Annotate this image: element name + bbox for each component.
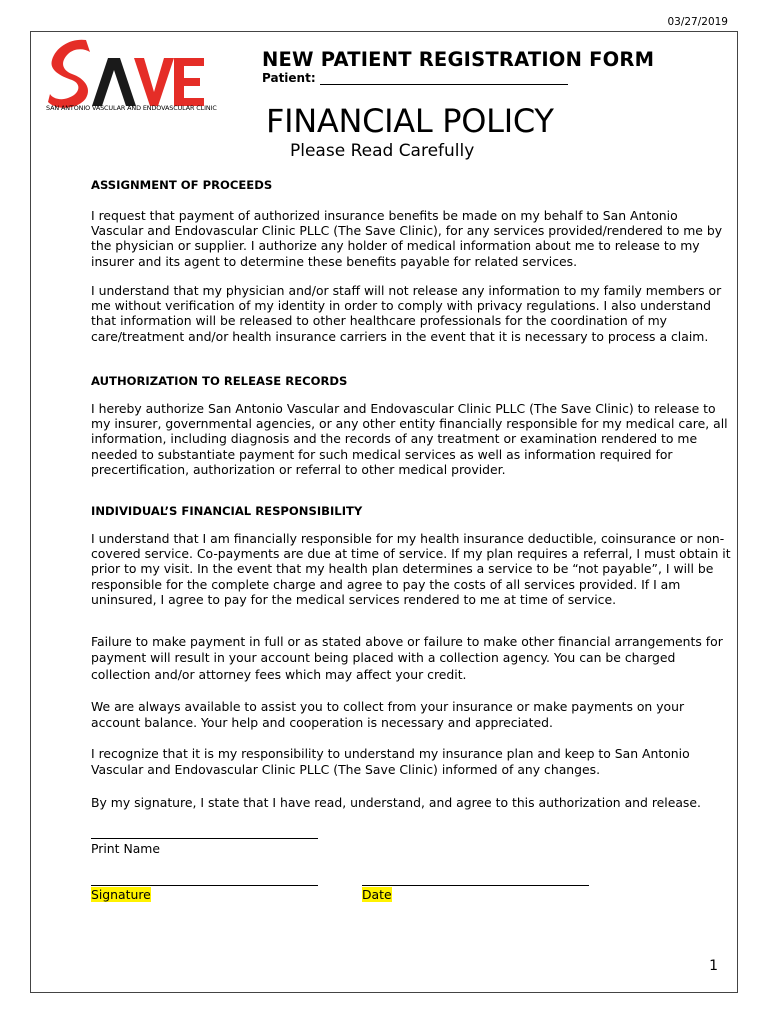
logo-swoosh bbox=[48, 40, 90, 108]
page-number: 1 bbox=[709, 958, 718, 974]
signature-line[interactable] bbox=[91, 885, 318, 886]
authorization-paragraph: I hereby authorize San Antonio Vascular and Endovascular Clinic PLLC (The Save Clinic) to release to my insurer, governmental agencies, or any other entity financially responsible for my medical care, all information, including diagnosis and the records of any treatment or examination rendered to me needed to substantiate payment for such medical services as well as information required for precertification, authorization or referral to other medical provider. bbox=[91, 401, 728, 477]
responsibility-paragraph-3: We are always available to assist you to collect from your insurance or make payments on your account balance. Your help and cooperation is necessary and appreciated. bbox=[91, 699, 685, 731]
logo-subtitle: SAN ANTONIO VASCULAR AND ENDOVASCULAR CLINIC bbox=[46, 104, 217, 112]
responsibility-heading: INDIVIDUAL’S FINANCIAL RESPONSIBILITY bbox=[91, 504, 363, 518]
patient-field[interactable] bbox=[262, 71, 568, 85]
form-title: NEW PATIENT REGISTRATION FORM bbox=[262, 48, 655, 71]
responsibility-paragraph-2: Failure to make payment in full or as stated above or failure to make other financial arrangements for payment will result in your account being placed with a collection agency. You can be charged collection and/or attorney fees which may affect your credit. bbox=[91, 634, 723, 682]
policy-title: FINANCIAL POLICY bbox=[266, 102, 554, 140]
assignment-heading: ASSIGNMENT OF PROCEEDS bbox=[91, 178, 273, 192]
date-label-wrap bbox=[362, 887, 392, 902]
assignment-paragraph-2: I understand that my physician and/or staff will not release any information to my family members or me without verification of my identity in order to comply with privacy regulations. I also understand that information will be released to other healthcare professionals for the coordination of my care/treatment and/or health insurance carriers in the event that it is necessary to process a claim. bbox=[91, 283, 722, 344]
assignment-paragraph-1: I request that payment of authorized insurance benefits be made on my behalf to San Antonio Vascular and Endovascular Clinic PLLC (The Save Clinic), for any services provided/rendered to me by the physician or supplier. I authorize any holder of medical information about me to release to my insurer and its agent to determine these benefits payable for related services. bbox=[91, 208, 723, 269]
policy-subtitle: Please Read Carefully bbox=[290, 141, 475, 161]
print-name-line[interactable] bbox=[91, 838, 318, 839]
responsibility-paragraph-1: I understand that I am financially responsible for my health insurance deductible, coinsurance or non-covered service. Co-payments are due at time of service. If my plan requires a referral, I must obtain it prior to my visit. In the event that my health plan determines a service to be “not payable”, I will be responsible for the complete charge and agree to pay the costs of all services provided. If I am uninsured, I agree to pay for the medical services rendered to me at time of service. bbox=[91, 531, 731, 607]
responsibility-paragraph-5: By my signature, I state that I have read, understand, and agree to this authorization and release. bbox=[91, 795, 701, 810]
patient-label: Patient: bbox=[262, 71, 316, 85]
logo-letter-v bbox=[134, 58, 174, 106]
date-line[interactable] bbox=[362, 885, 589, 886]
print-name-label: Print Name bbox=[91, 841, 160, 856]
document-date: 03/27/2019 bbox=[667, 16, 728, 28]
signature-label: Signature bbox=[91, 887, 151, 902]
patient-line[interactable] bbox=[320, 72, 568, 85]
date-label: Date bbox=[362, 887, 392, 902]
logo-letter-a bbox=[92, 58, 136, 106]
responsibility-paragraph-4: I recognize that it is my responsibility to understand my insurance plan and keep to San Antonio Vascular and Endovascular Clinic PLLC (The Save Clinic) informed of any changes. bbox=[91, 746, 690, 778]
logo-letter-e bbox=[174, 58, 204, 106]
authorization-heading: AUTHORIZATION TO RELEASE RECORDS bbox=[91, 374, 348, 388]
signature-label-wrap bbox=[91, 887, 151, 902]
